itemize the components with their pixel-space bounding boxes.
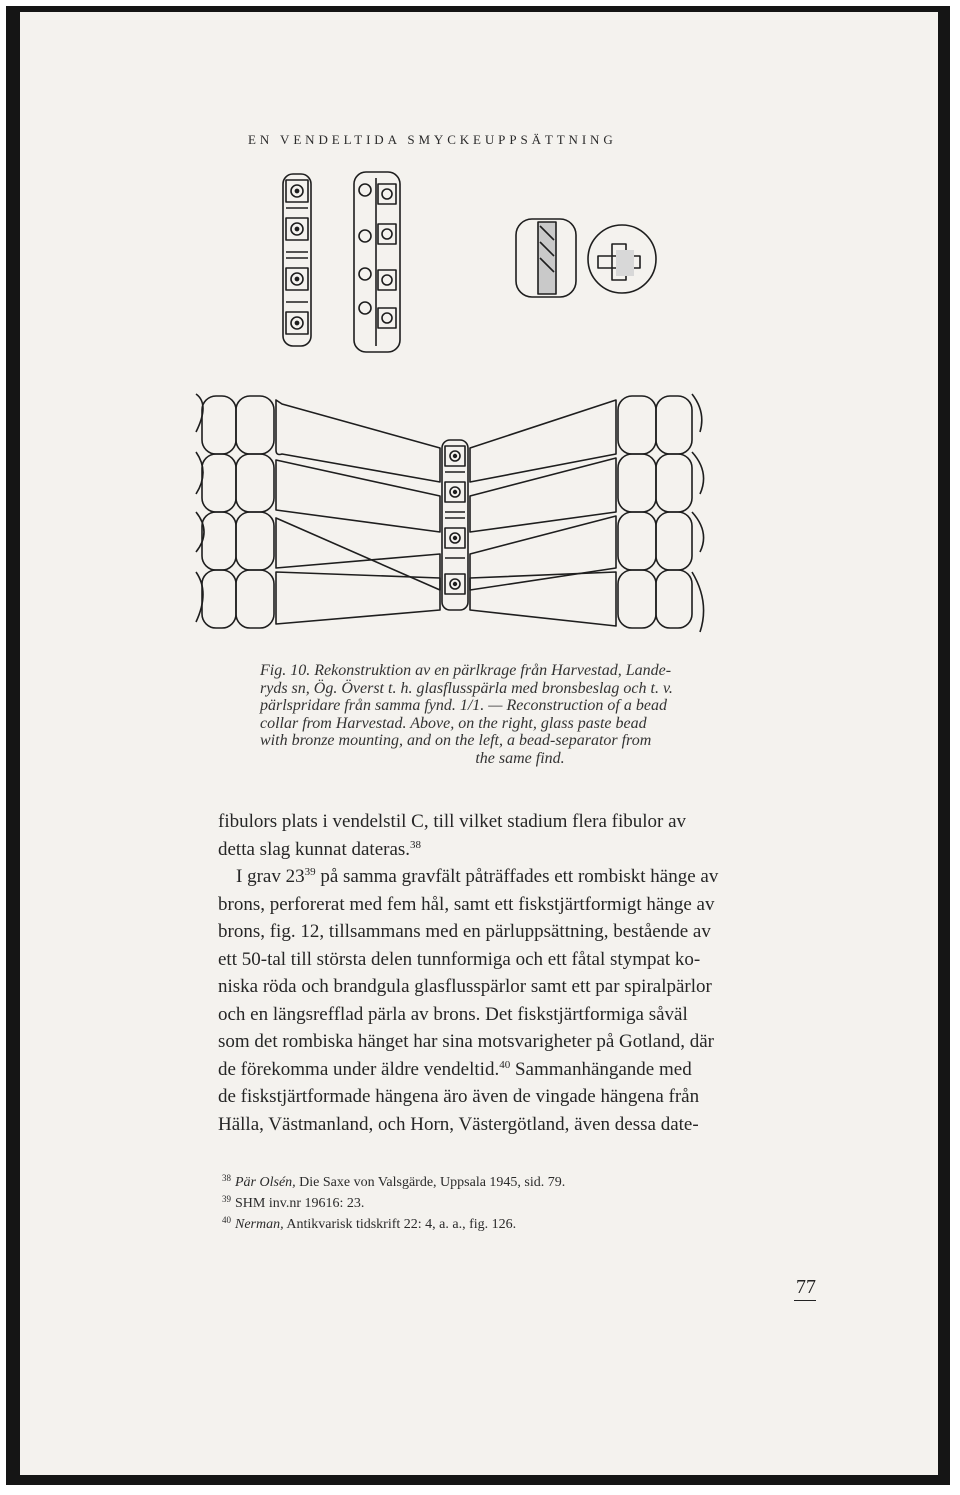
caption-line: pärlspridare från samma fynd. 1/1. — Reconstruction of a bead [260, 697, 667, 714]
body-line: ett 50-tal till största delen tunnformiga och ett fåtal stympat ko- [218, 948, 701, 970]
running-head: EN VENDELTIDA SMYCKEUPPSÄTTNING [248, 132, 617, 147]
body-line-text: detta slag kunnat dateras. [218, 838, 411, 860]
bead-separator-drawing-2 [354, 172, 400, 352]
body-line: Hälla, Västmanland, och Horn, Västergötland, även dessa date- [218, 1113, 699, 1135]
footnote-number: 40 [222, 1215, 231, 1225]
body-line: brons, fig. 12, tillsammans med en pärluppsättning, bestående av [218, 921, 711, 942]
body-line-text: på samma gravfält påträffades ett rombiskt hänge av [315, 866, 719, 887]
bead-separator-drawing [283, 174, 311, 346]
footnotes [218, 1172, 818, 1235]
footnote-ref: 39 [304, 866, 316, 878]
caption-line: collar from Harvestad. Above, on the right, glass paste bead [260, 714, 647, 732]
footnote-author: Nerman, [235, 1217, 284, 1232]
body-text [218, 808, 818, 1138]
footnote-text: Antikvarisk tidskrift 22: 4, a. a., fig. 126. [283, 1217, 517, 1232]
collar-reconstruction-drawing [196, 394, 704, 632]
page [20, 12, 938, 1475]
glass-bead-drawing [516, 219, 656, 297]
body-line-text: Sammanhängande med [510, 1058, 692, 1080]
caption-line: with bronze mounting, and on the left, a bead-separator from [260, 732, 652, 749]
caption-line: Fig. 10. Rekonstruktion av en pärlkrage från Harvestad, Lande- [260, 662, 672, 679]
body-line [218, 863, 818, 891]
footnote-number: 38 [222, 1173, 231, 1183]
footnote-ref: 38 [410, 838, 422, 851]
body-line: niska röda och brandgula glasflusspärlor samt ett par spiralpärlor [218, 976, 712, 997]
caption-line: ryds sn, Ög. Överst t. h. glasflusspärla med bronsbeslag och t. v. [260, 679, 673, 697]
footnote-text: SHM inv.nr 19616: 23. [235, 1196, 365, 1211]
figure-caption [260, 662, 780, 767]
body-line: fibulors plats i vendelstil C, till vilket stadium flera fibulor av [218, 811, 687, 832]
footnote-author: Pär Olsén, [235, 1175, 296, 1190]
body-line-text: I grav 23 [236, 866, 305, 887]
figure-bead-collar [20, 12, 938, 672]
page-number: 77 [796, 1276, 816, 1298]
body-line: de fiskstjärtformade hängena äro även de vingade hängena från [218, 1086, 700, 1107]
body-line: brons, perforerat med fem hål, samt ett fiskstjärtformigt hänge av [218, 893, 715, 915]
footnote [218, 1214, 818, 1235]
body-line [218, 836, 818, 864]
body-line: och en längsrefflad pärla av brons. Det fiskstjärtformiga såväl [218, 1003, 688, 1025]
footnote [218, 1193, 818, 1214]
body-line [218, 1056, 818, 1084]
body-line-text: de förekomma under äldre vendeltid. [218, 1058, 500, 1080]
footnote-ref: 40 [499, 1058, 511, 1071]
footnote [218, 1172, 818, 1193]
footnote-number: 39 [222, 1194, 231, 1204]
footnote-text: Die Saxe von Valsgärde, Uppsala 1945, sid. 79. [295, 1175, 566, 1190]
page-number-rule [794, 1300, 816, 1301]
caption-line: the same find. [475, 749, 565, 767]
body-line: som det rombiska hänget har sina motsvarigheter på Gotland, där [218, 1031, 714, 1052]
